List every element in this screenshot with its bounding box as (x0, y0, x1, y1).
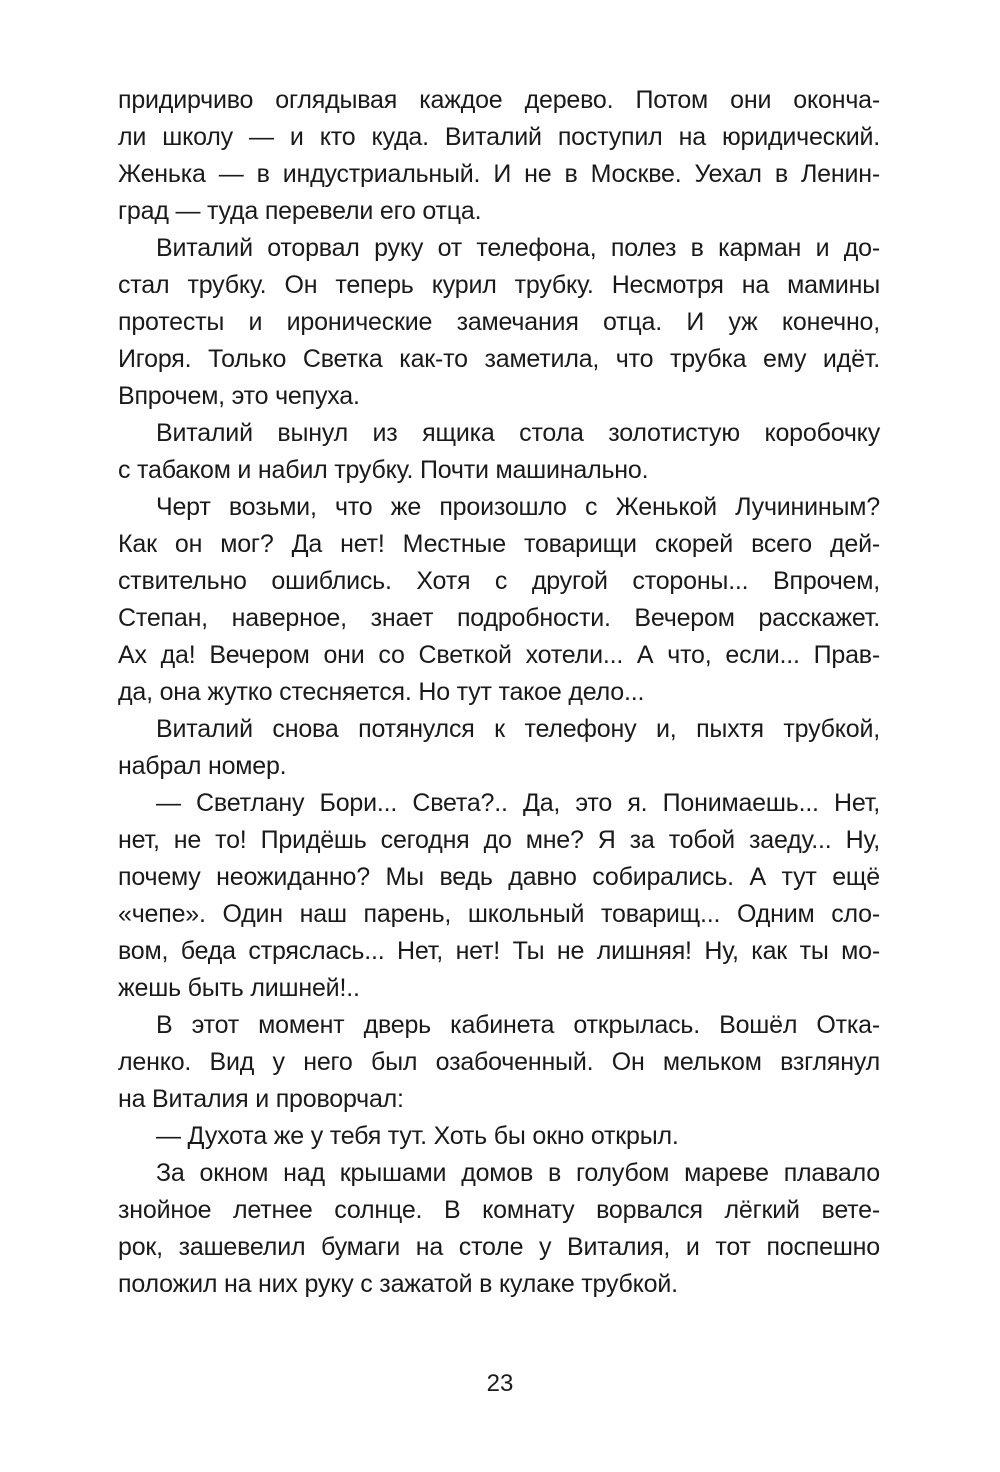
text-line: В этот момент дверь кабинета открылась. Вошёл Отка- (156, 1011, 880, 1039)
text-line: град — туда перевели его отца. (118, 197, 482, 225)
text-line: Степан, наверное, знает подробности. Вечером расскажет. (118, 604, 880, 632)
text-line: почему неожиданно? Мы ведь давно собирались. А тут ещё (118, 863, 880, 891)
text-line: на Виталия и проворчал: (118, 1085, 404, 1113)
text-line: ли школу — и кто куда. Виталий поступил на юридический. (118, 123, 880, 151)
text-line: рок, зашевелил бумаги на столе у Виталия, и тот поспешно (118, 1233, 880, 1261)
text-line: Как он мог? Да нет! Местные товарищи скорей всего дей- (118, 530, 880, 558)
text-line: — Духота же у тебя тут. Хоть бы окно открыл. (156, 1122, 679, 1150)
text-line: — Светлану Бори... Света?.. Да, это я. Понимаешь... Нет, (156, 789, 880, 817)
text-line: знойное летнее солнце. В комнату ворвался лёгкий вете- (118, 1196, 880, 1224)
page-number: 23 (486, 1370, 514, 1397)
text-line: жешь быть лишней!.. (118, 974, 360, 1002)
text-line: Виталий снова потянулся к телефону и, пыхтя трубкой, (156, 715, 880, 743)
text-line: Виталий оторвал руку от телефона, полез в карман и до- (156, 234, 880, 262)
text-line: Виталий вынул из ящика стола золотистую коробочку (156, 419, 880, 447)
text-line: Игоря. Только Светка как-то заметила, что трубка ему идёт. (118, 345, 880, 373)
text-line: с табаком и набил трубку. Почти машинально. (118, 456, 649, 484)
text-line: набрал номер. (118, 752, 287, 780)
text-line: Женька — в индустриальный. И не в Москве. Уехал в Ленин- (118, 160, 880, 188)
text-line: За окном над крышами домов в голубом мареве плавало (156, 1159, 880, 1187)
text-line: придирчиво оглядывая каждое дерево. Потом они оконча- (118, 86, 880, 114)
text-line: стал трубку. Он теперь курил трубку. Несмотря на мамины (118, 271, 880, 299)
text-line: Впрочем, это чепуха. (118, 382, 360, 410)
text-line: вом, беда стряслась... Нет, нет! Ты не лишняя! Ну, как ты мо- (118, 937, 880, 965)
text-line: протесты и иронические замечания отца. И уж конечно, (118, 308, 880, 336)
text-line: ленко. Вид у него был озабоченный. Он мельком взглянул (118, 1048, 880, 1076)
book-page-text (118, 82, 880, 1303)
text-line: положил на них руку с зажатой в кулаке трубкой. (118, 1270, 678, 1298)
text-line: ствительно ошиблись. Хотя с другой стороны... Впрочем, (118, 567, 880, 595)
text-line: Ах да! Вечером они со Светкой хотели... А что, если... Прав- (118, 641, 880, 669)
text-line: «чепе». Один наш парень, школьный товарищ... Одним сло- (118, 900, 880, 928)
text-line: нет, не то! Придёшь сегодня до мне? Я за тобой заеду... Ну, (118, 826, 880, 854)
text-line: да, она жутко стесняется. Но тут такое дело... (118, 678, 645, 706)
text-line: Черт возьми, что же произошло с Женькой Лучининым? (156, 493, 880, 521)
